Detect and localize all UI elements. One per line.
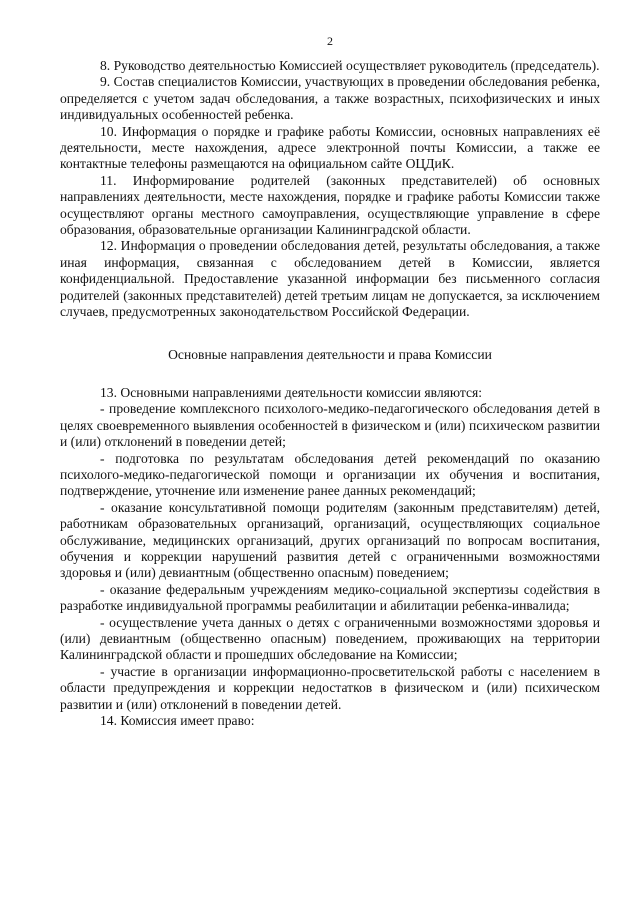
list-item-examination: - проведение комплексного психолого-медико-педагогического обследования детей в целях своевременного выявления особенностей в физическом и (или) психическом развитии и (или) отклонений в поведении детей; bbox=[60, 401, 600, 450]
list-item-consulting: - оказание консультативной помощи родителям (законным представителям) детей, работникам образовательных организаций, организаций, осуществляющих социальное обслуживание, медицинских организаций, других организаций по вопросам воспитания, обучения и коррекции нарушений развития детей с ограниченными возможностями здоровья и (или) девиантным (общественно опасным) поведением; bbox=[60, 499, 600, 581]
paragraph-11: 11. Информирование родителей (законных представителей) об основных направлениях деятельности, месте нахождения, порядке и графике работы Комиссии также осуществляют органы местного самоуправления, осуществляющие управление в сфере образования, образовательные организации Калининградской области. bbox=[60, 172, 600, 238]
section-heading: Основные направления деятельности и права Комиссии bbox=[168, 346, 492, 362]
paragraph-8: 8. Руководство деятельностью Комиссией осуществляет руководитель (председатель). bbox=[100, 58, 600, 73]
page-number: 2 bbox=[327, 34, 333, 48]
paragraph-13: 13. Основными направлениями деятельности комиссии являются: bbox=[100, 384, 483, 400]
list-item-outreach: - участие в организации информационно-просветительской работы с населением в области предупреждения и коррекции недостатков в физическом и (или) психическом развитии и (или) отклонений в поведении детей. bbox=[60, 663, 600, 712]
list-item-expertise-assistance: - оказание федеральным учреждениям медико-социальной экспертизы содействия в разработке индивидуальной программы реабилитации и абилитации ребенка-инвалида; bbox=[60, 581, 600, 614]
paragraph-14: 14. Комиссия имеет право: bbox=[100, 713, 255, 729]
paragraph-9: 9. Состав специалистов Комиссии, участвующих в проведении обследования ребенка, определяется с учетом задач обследования, а также возрастных, психофизических и иных индивидуальных особенностей ребенка. bbox=[60, 74, 600, 123]
list-item-recommendations: - подготовка по результатам обследования детей рекомендаций по оказанию психолого-медико-педагогической помощи и организации их обучения и воспитания, подтверждение, уточнение или изменение ранее данных рекомендаций; bbox=[60, 450, 600, 499]
paragraph-10: 10. Информация о порядке и графике работы Комиссии, основных направлениях её деятельности, месте нахождения, адресе электронной почты Комиссии, а также ее контактные телефоны размещаются на официальном сайте ОЦДиК. bbox=[60, 123, 600, 172]
list-item-data-accounting: - осуществление учета данных о детях с ограниченными возможностями здоровья и (или) девиантным (общественно опасным) поведением, проживающих на территории Калининградской области и прошедших обследование на Комиссии; bbox=[60, 614, 600, 663]
document-page bbox=[60, 34, 600, 729]
paragraph-12: 12. Информация о проведении обследования детей, результаты обследования, а также иная информация, связанная с обследованием детей в Комиссии, является конфиденциальной. Предоставление указанной информации без письменного согласия родителей (законных представителей) детей третьим лицам не допускается, за исключением случаев, предусмотренных законодательством Российской Федерации. bbox=[60, 238, 600, 320]
